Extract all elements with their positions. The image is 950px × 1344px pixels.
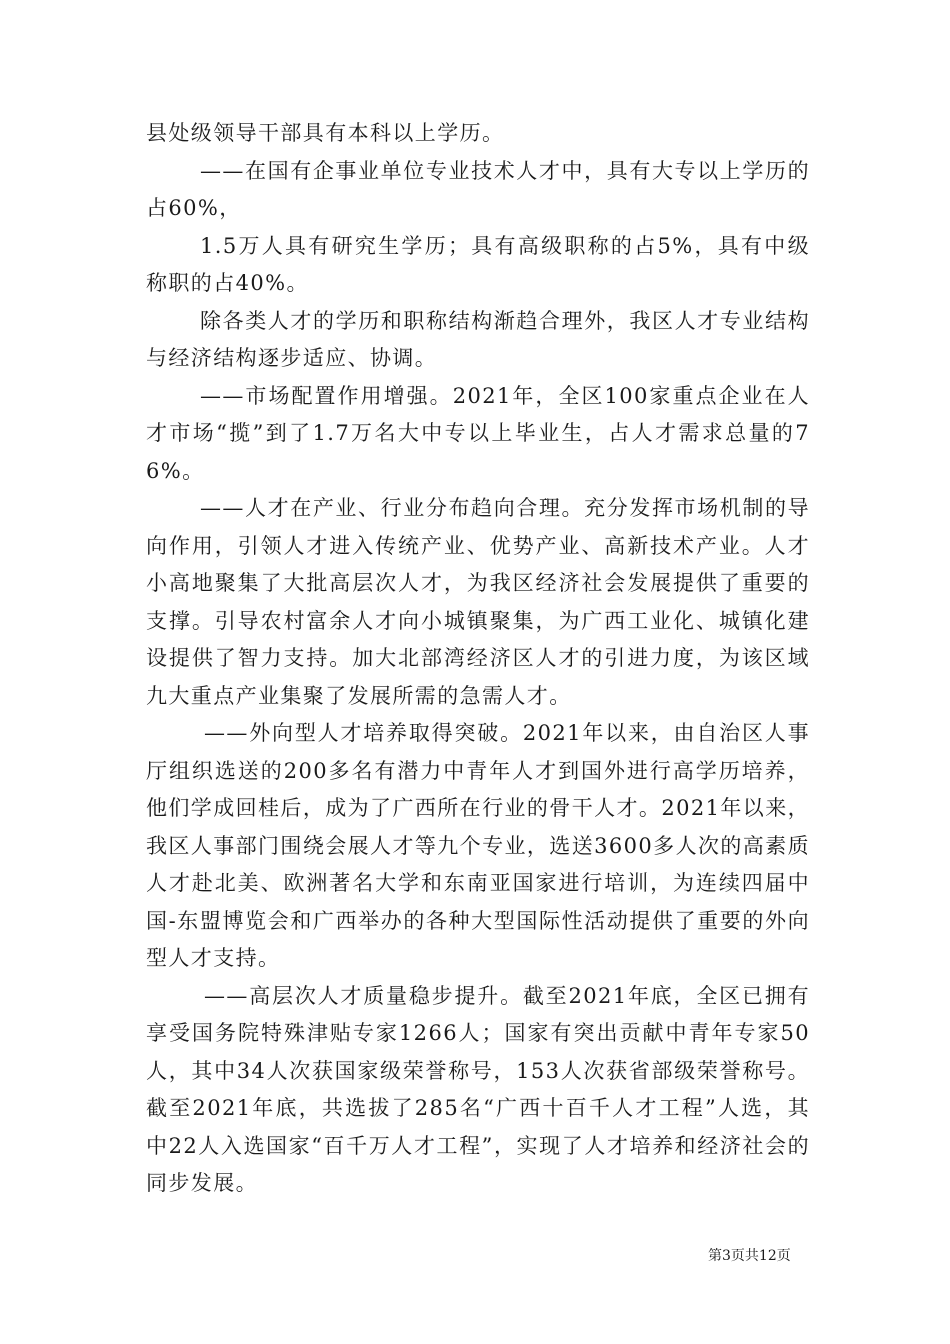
paragraph-industry-distribution: ——人才在产业、行业分布趋向合理。充分发挥市场机制的导向作用，引领人才进入传统产业、优势产业、高新技术产业。人才小高地聚集了大批高层次人才，为我区经济社会发展提供了重要的支撑。引导农村富余人才向小城镇聚集，为广西工业化、城镇化建设提供了智力支持。加大北部湾经济区人才的引进力度，为该区域九大重点产业集聚了发展所需的急需人才。 — [146, 496, 810, 708]
paragraph-structure: 除各类人才的学历和职称结构渐趋合理外，我区人才专业结构与经济结构逐步适应、协调。 — [146, 308, 810, 370]
page-number-footer: 第3页共12页 — [708, 1248, 791, 1264]
document-body — [146, 115, 810, 1203]
paragraph-high-level-talent: ——高层次人才质量稳步提升。截至2021年底，全区已拥有享受国务院特殊津贴专家1266人；国家有突出贡献中青年专家50人，其中34人次获国家级荣誉称号，153人次获省部级荣誉称号。截至2021年底，共选拔了285名“广西十百千人才工程”人选，其中22人入选国家“百千万人才工程”，实现了人才培养和经济社会的同步发展。 — [146, 983, 810, 1195]
paragraph-graduate-degree: 1.5万人具有研究生学历；具有高级职称的占5%，具有中级称职的占40%。 — [146, 233, 810, 295]
paragraph-market-allocation: ——市场配置作用增强。2021年，全区100家重点企业在人才市场“揽”到了1.7万名大中专以上毕业生，占人才需求总量的76%。 — [146, 383, 810, 483]
paragraph-outward-talent: ——外向型人才培养取得突破。2021年以来，由自治区人事厅组织选送的200多名有潜力中青年人才到国外进行高学历培养，他们学成回桂后，成为了广西所在行业的骨干人才。2021年以来，我区人事部门围绕会展人才等九个专业，选送3600多人次的高素质人才赴北美、欧洲著名大学和东南亚国家进行培训，为连续四届中国-东盟博览会和广西举办的各种大型国际性活动提供了重要的外向型人才支持。 — [146, 721, 810, 970]
paragraph-continuation: 县处级领导干部具有本科以上学历。 — [146, 121, 505, 145]
paragraph-professional-education: ——在国有企事业单位专业技术人才中，具有大专以上学历的占60%， — [146, 158, 810, 220]
